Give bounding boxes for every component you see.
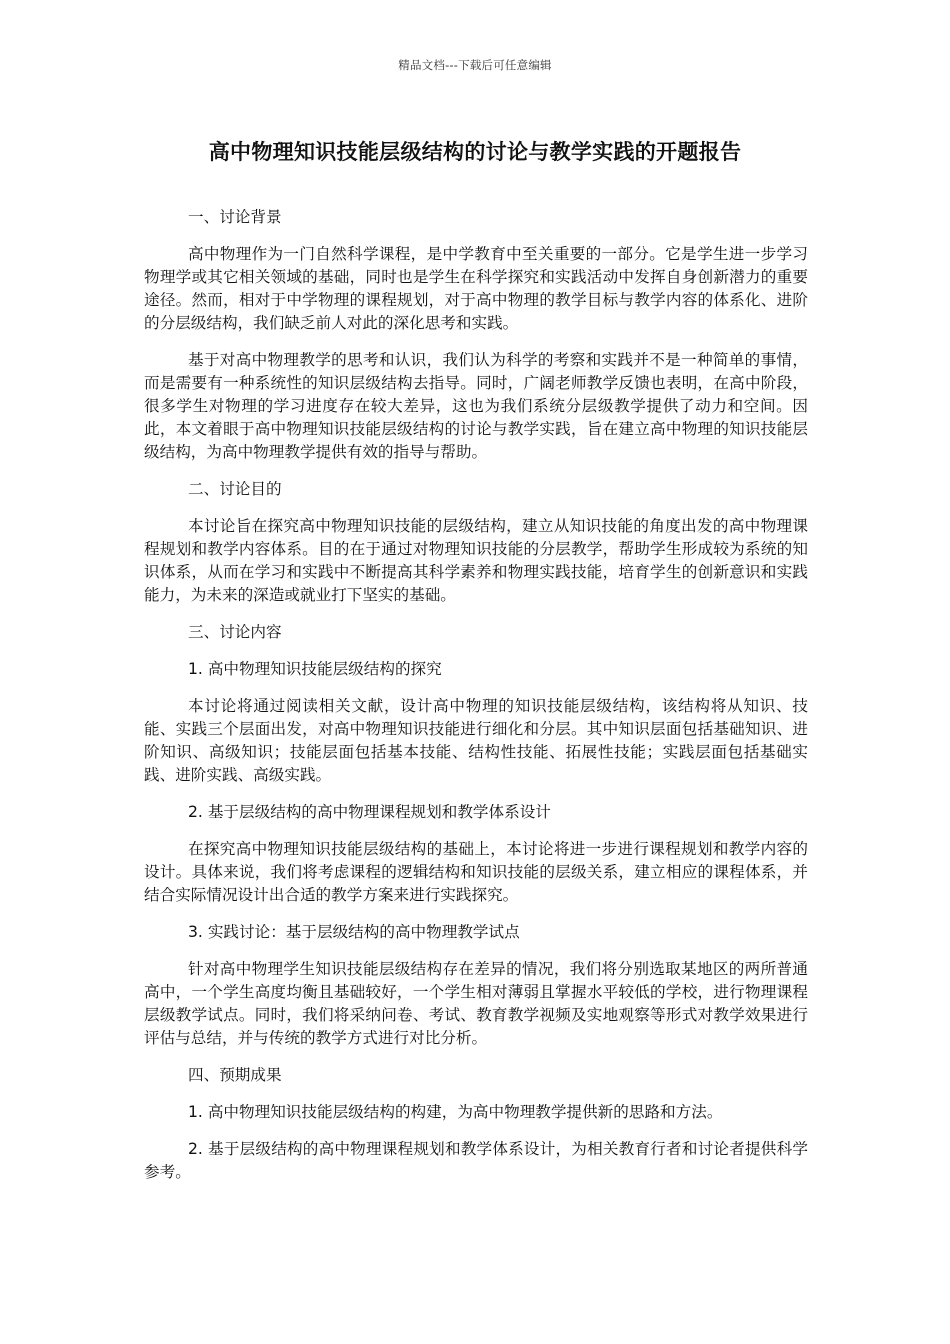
document-title: 高中物理知识技能层级结构的讨论与教学实践的开题报告: [208, 140, 742, 164]
paragraph: 本讨论旨在探究高中物理知识技能的层级结构，建立从知识技能的角度出发的高中物理课程规划和教学内容体系。目的在于通过对物理知识技能的分层教学，帮助学生形成较为系统的知识体系，从而在学习和实践中不断提高其科学素养和物理实践技能，培育学生的创新意识和实践能力，为未来的深造或就业打下坚实的基础。: [144, 517, 808, 604]
list-item: 1. 高中物理知识技能层级结构的构建，为高中物理教学提供新的思路和方法。: [188, 1103, 723, 1121]
paragraph: 在探究高中物理知识技能层级结构的基础上，本讨论将进一步进行课程规划和教学内容的设计。具体来说，我们将考虑课程的逻辑结构和知识技能的层级关系，建立相应的课程体系，并结合实际情况设计出合适的教学方案来进行实践探究。: [144, 840, 808, 904]
subsection-heading: 3. 实践讨论：基于层级结构的高中物理教学试点: [188, 923, 520, 941]
document-body: [144, 206, 808, 1198]
paragraph: 高中物理作为一门自然科学课程，是中学教育中至关重要的一部分。它是学生进一步学习物理学或其它相关领域的基础，同时也是学生在科学探究和实践活动中发挥自身创新潜力的重要途径。然而，相对于中学物理的课程规划，对于高中物理的教学目标与教学内容的体系化、进阶的分层级结构，我们缺乏前人对此的深化思考和实践。: [144, 245, 808, 332]
page-header-watermark: 精品文档---下载后可任意编辑: [398, 58, 552, 72]
subsection-heading: 1. 高中物理知识技能层级结构的探究: [188, 660, 442, 678]
paragraph: 本讨论将通过阅读相关文献，设计高中物理的知识技能层级结构，该结构将从知识、技能、实践三个层面出发，对高中物理知识技能进行细化和分层。其中知识层面包括基础知识、进阶知识、高级知识；技能层面包括基本技能、结构性技能、拓展性技能；实践层面包括基础实践、进阶实践、高级实践。: [144, 697, 808, 784]
paragraph: 基于对高中物理教学的思考和认识，我们认为科学的考察和实践并不是一种简单的事情，而是需要有一种系统性的知识层级结构去指导。同时，广阔老师教学反馈也表明，在高中阶段，很多学生对物理的学习进度存在较大差异，这也为我们系统分层级教学提供了动力和空间。因此，本文着眼于高中物理知识技能层级结构的讨论与教学实践，旨在建立高中物理的知识技能层级结构，为高中物理教学提供有效的指导与帮助。: [144, 351, 808, 461]
section-heading-expected-results: 四、预期成果: [188, 1066, 282, 1084]
section-heading-purpose: 二、讨论目的: [188, 480, 282, 498]
subsection-heading: 2. 基于层级结构的高中物理课程规划和教学体系设计: [188, 803, 551, 821]
paragraph: 针对高中物理学生知识技能层级结构存在差异的情况，我们将分别选取某地区的两所普通高中，一个学生高度均衡且基础较好，一个学生相对薄弱且掌握水平较低的学校，进行物理课程层级教学试点。同时，我们将采纳问卷、考试、教育教学视频及实地观察等形式对教学效果进行评估与总结，并与传统的教学方式进行对比分析。: [144, 960, 808, 1047]
section-heading-content: 三、讨论内容: [188, 623, 282, 641]
section-heading-background: 一、讨论背景: [188, 208, 282, 226]
list-item: 2. 基于层级结构的高中物理课程规划和教学体系设计，为相关教育行者和讨论者提供科学参考。: [144, 1140, 808, 1181]
